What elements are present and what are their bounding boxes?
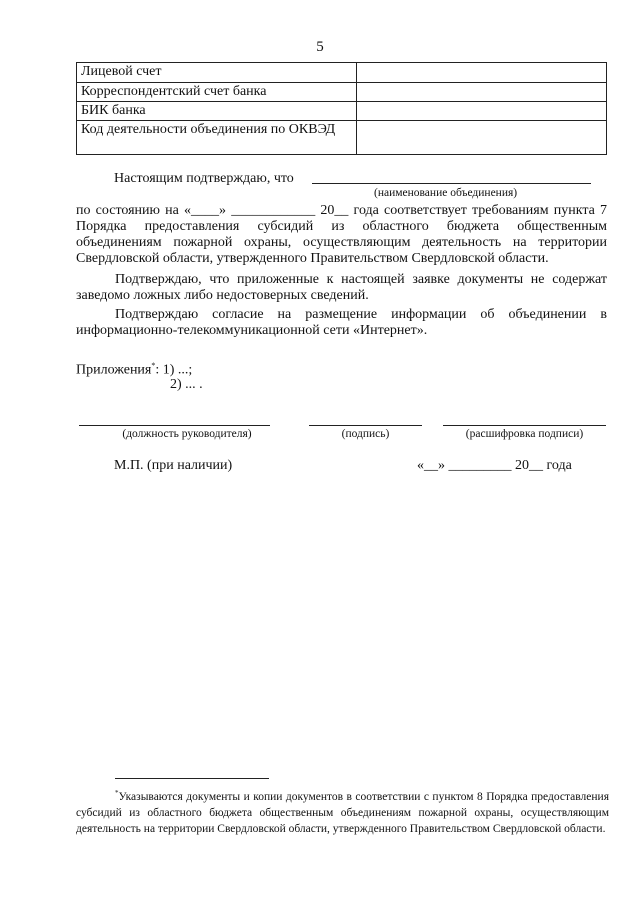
- table-row: [77, 63, 607, 83]
- page-number: 5: [316, 39, 324, 55]
- bik-label: БИК банка: [77, 102, 357, 121]
- correspondent-account-label: Корреспондентский счет банка: [77, 83, 357, 102]
- confirmation-lead: Настоящим подтверждаю, что: [114, 171, 294, 186]
- compliance-paragraph: по состоянию на «____» ____________ 20__ года соответствует требованиям пункта 7 Порядка предоставления субсидий из областного бюджета общественным объединениям пожарной охраны, осуществляющим деятельность на территории Свердловской области, утвержденного Правительством Свердловской области.: [76, 203, 607, 266]
- attachments-item-1: : 1) ...;: [155, 362, 193, 378]
- consent-paragraph: Подтверждаю согласие на размещение информации об объединении в информационно-телекоммуникационной сети «Интернет».: [76, 307, 607, 338]
- account-label: Лицевой счет: [77, 63, 357, 83]
- bank-details-table: [76, 62, 607, 155]
- attachments-label: [76, 361, 192, 379]
- attachments-item-2: 2) ... .: [170, 377, 203, 392]
- declaration-paragraph: Подтверждаю, что приложенные к настоящей заявке документы не содержат заведомо ложных либо недостоверных сведений.: [76, 272, 607, 303]
- footnote-mark: *: [115, 789, 119, 797]
- table-row: [77, 102, 607, 121]
- attachments-label-text: Приложения: [76, 362, 152, 378]
- correspondent-account-value: [357, 83, 607, 102]
- signature-decoding-line: [443, 425, 606, 426]
- seal-note: М.П. (при наличии): [114, 458, 233, 473]
- table-row: [77, 121, 607, 155]
- organization-name-line: [312, 183, 591, 184]
- signature-caption: (подпись): [341, 428, 390, 440]
- signature-line: [309, 425, 422, 426]
- organization-name-caption: (наименование объединения): [374, 187, 518, 199]
- attachments-footnote-mark: *: [151, 361, 156, 370]
- date-line: «__» _________ 20__ года: [417, 458, 572, 473]
- table-row: [77, 83, 607, 102]
- footnote-text: Указываются документы и копии документов в соответствии с пунктом 8 Порядка предоставления субсидий из областного бюджета общественным объединениям пожарной охраны, осуществляющим деятельность на территории Свердловской области, утвержденного Правительством Свердловской области.: [76, 790, 609, 835]
- okved-value: [357, 121, 607, 155]
- okved-label: Код деятельности объединения по ОКВЭД: [77, 121, 357, 155]
- position-signature-line: [79, 425, 270, 426]
- footnote: [76, 785, 609, 837]
- position-caption: (должность руководителя): [122, 428, 252, 440]
- bik-value: [357, 102, 607, 121]
- signature-decoding-caption: (расшифровка подписи): [465, 428, 584, 440]
- account-value: [357, 63, 607, 83]
- footnote-separator: [115, 778, 269, 779]
